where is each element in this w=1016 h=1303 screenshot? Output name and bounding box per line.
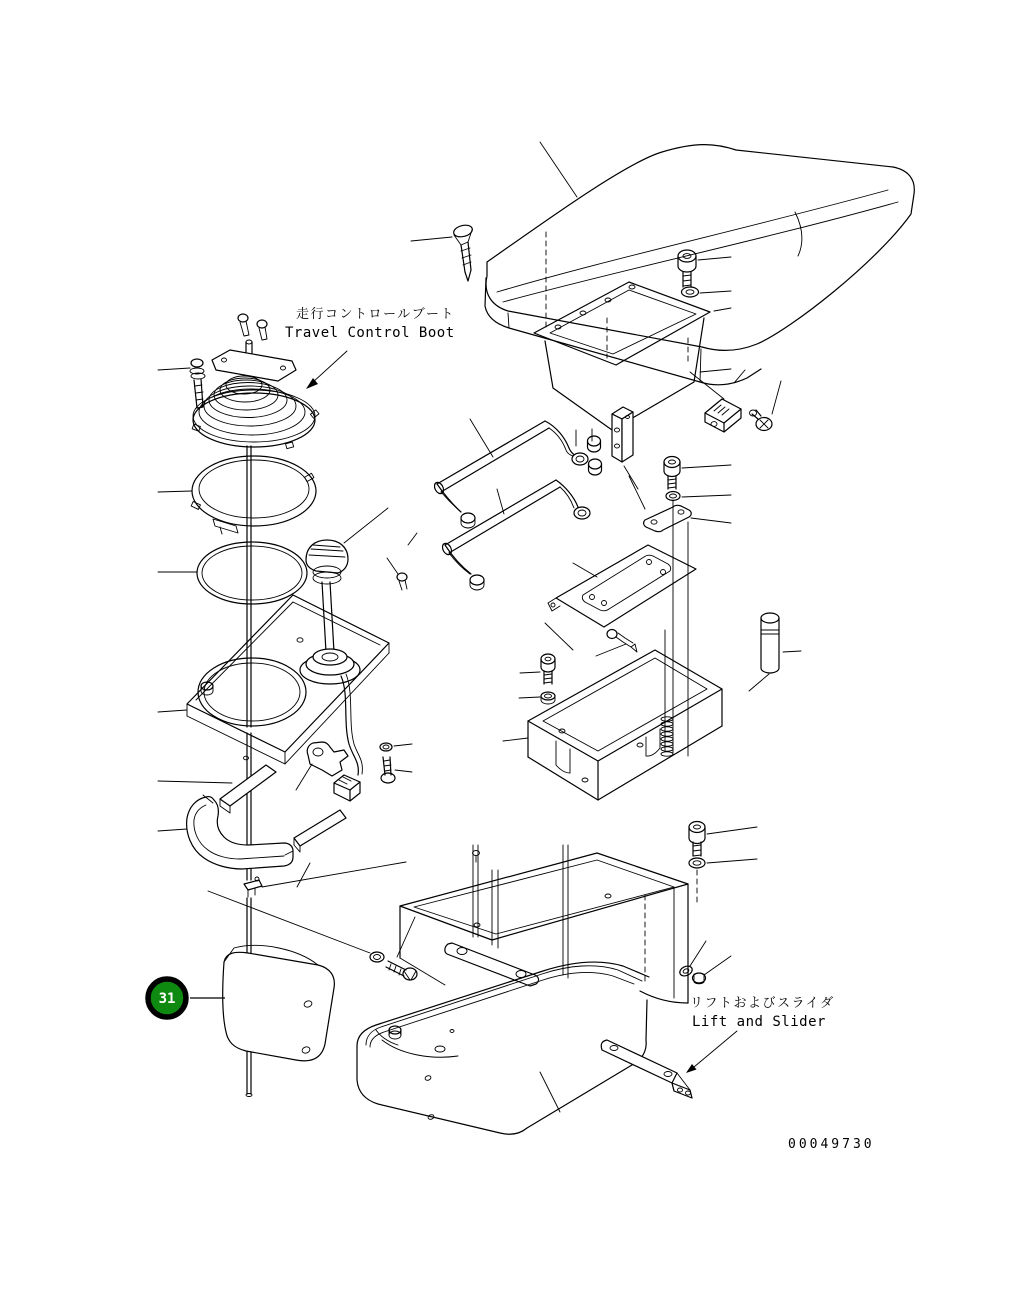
wiring-cable (341, 674, 362, 775)
cylindrical-pin (749, 613, 801, 691)
travel-control-boot-label-ja: 走行コントロールブート (296, 307, 455, 322)
lever-shaft-upper (433, 421, 588, 528)
nut-tray (519, 692, 555, 704)
washer-console (689, 858, 757, 902)
small-screw-mid (387, 533, 417, 590)
screw-small-mid (381, 757, 412, 783)
bushings (576, 429, 602, 475)
bolt-cover (386, 961, 417, 980)
boot-cap-screws (238, 314, 267, 340)
slider-bar (601, 1040, 692, 1098)
cover-part-31 (223, 945, 335, 1060)
boot-opening (198, 658, 306, 726)
slider-pointer-arrow (686, 1031, 737, 1073)
nut-lower-right (693, 956, 732, 984)
pad-strip-2 (294, 810, 346, 887)
washer-lower-right (678, 941, 706, 978)
rod-collar (300, 649, 360, 684)
flat-head-screw-pad (411, 223, 474, 281)
travel-control-boot-label-en: Travel Control Boot (285, 325, 455, 341)
strap-plate (644, 505, 731, 531)
diagram-labels (285, 306, 875, 1152)
socket-bolt-console (689, 822, 757, 857)
callout-number: 31 (158, 991, 176, 1007)
socket-bolt-bracket (664, 457, 731, 490)
connector-screw (750, 381, 782, 431)
socket-bolt-tray (520, 654, 555, 684)
u-trim (158, 795, 293, 869)
clamp-ring (158, 456, 316, 534)
washer-small-mid (380, 743, 412, 751)
grease-fitting (596, 630, 637, 657)
boot-screw-left (158, 359, 205, 408)
cable-connector (334, 775, 360, 801)
lift-and-slider-label-ja: リフトおよびスライダ (690, 996, 835, 1011)
seal-ring (158, 542, 307, 604)
boot-top-plate (212, 350, 296, 381)
boot-bellows (192, 376, 319, 449)
lift-and-slider-label-en: Lift and Slider (692, 1014, 826, 1030)
callout-balloon-31[interactable] (148, 979, 225, 1017)
base-plate (158, 595, 389, 764)
boot-pointer-arrow (306, 351, 347, 389)
knob (306, 508, 388, 584)
guide-block (612, 407, 645, 509)
washer-cover (370, 952, 384, 962)
connector-block (690, 370, 745, 432)
drawing-number: 00049730 (788, 1137, 875, 1152)
projection-lines (473, 500, 688, 978)
snap-washer (666, 492, 731, 501)
